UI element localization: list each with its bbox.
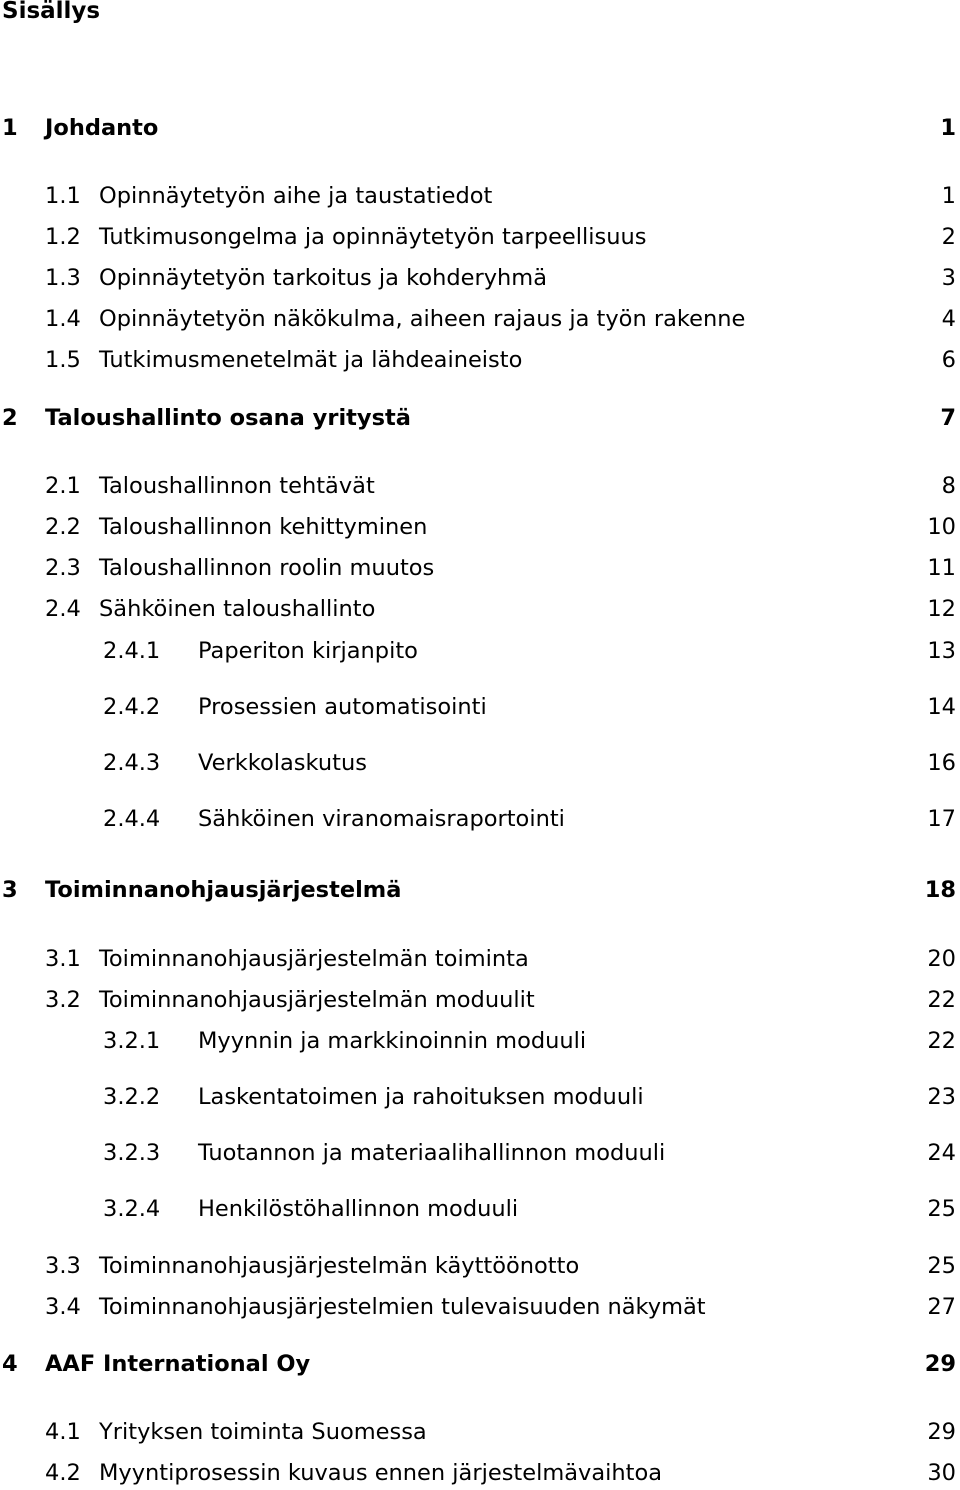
toc-entry [0,111,960,145]
toc-entry-number: 3.3 [45,1253,81,1279]
toc-entry [0,1192,960,1226]
toc-entry-page: 22 [927,1028,956,1054]
toc-entry-title: Sähköinen viranomaisraportointi [198,806,565,832]
toc-entry [0,1456,960,1490]
toc-entry [0,401,960,435]
toc-entry-number: 3.2.2 [103,1084,161,1110]
toc-entry-page: 11 [927,555,956,581]
toc-entry-title: Toiminnanohjausjärjestelmien tulevaisuuden näkymät [99,1294,706,1320]
toc-entry-page: 12 [927,596,956,622]
toc-entry [0,802,960,836]
toc-entry-number: 1.2 [45,224,81,250]
toc-entry-page: 1 [940,115,956,141]
toc-entry-number: 2.4.4 [103,806,161,832]
toc-entry-title: Tutkimusongelma ja opinnäytetyön tarpeellisuus [99,224,647,250]
toc-entry-page: 27 [927,1294,956,1320]
toc-entry-title: Paperiton kirjanpito [198,638,418,664]
toc-entry [0,873,960,907]
toc-entry-page: 3 [941,265,956,291]
toc-entry-number: 2.4.3 [103,750,161,776]
toc-entry [0,1290,960,1324]
toc-entry [0,634,960,668]
toc-entry-page: 25 [927,1196,956,1222]
toc-entry-title: Toiminnanohjausjärjestelmän käyttöönotto [99,1253,580,1279]
toc-entry-number: 2.4 [45,596,81,622]
toc-entry-page: 17 [927,806,956,832]
toc-entry-title: Opinnäytetyön aihe ja taustatiedot [99,183,493,209]
toc-entry-title: Prosessien automatisointi [198,694,487,720]
toc-entry-title: Toiminnanohjausjärjestelmän moduulit [99,987,535,1013]
toc-entry-title: AAF International Oy [45,1351,311,1377]
toc-entry-number: 3 [2,877,18,903]
toc-entry-title: Opinnäytetyön tarkoitus ja kohderyhmä [99,265,548,291]
toc-entry [0,220,960,254]
toc-entry-page: 23 [927,1084,956,1110]
toc-entry-page: 14 [927,694,956,720]
toc-entry-number: 3.2.3 [103,1140,161,1166]
toc-entry [0,551,960,585]
toc-entry [0,1080,960,1114]
toc-entry-number: 4 [2,1351,18,1377]
toc-entry-number: 3.2.1 [103,1028,161,1054]
toc-entry-page: 29 [927,1419,956,1445]
toc-entry-title: Laskentatoimen ja rahoituksen moduuli [198,1084,644,1110]
toc-entry-title: Taloushallinnon roolin muutos [99,555,435,581]
toc-entry-page: 16 [927,750,956,776]
toc-entry [0,592,960,626]
toc-entry-number: 2.2 [45,514,81,540]
toc-entry-title: Yrityksen toiminta Suomessa [99,1419,427,1445]
toc-entry [0,179,960,213]
toc-entry [0,261,960,295]
toc-entry-number: 3.4 [45,1294,81,1320]
toc-entry [0,942,960,976]
toc-entry-page: 24 [927,1140,956,1166]
toc-entry [0,1024,960,1058]
toc-entry-page: 25 [927,1253,956,1279]
toc-entry-page: 13 [927,638,956,664]
toc-entry [0,1249,960,1283]
toc-entry-number: 4.2 [45,1460,81,1486]
toc-entry [0,1415,960,1449]
toc-entry-number: 2.4.2 [103,694,161,720]
toc-entry-title: Henkilöstöhallinnon moduuli [198,1196,519,1222]
toc-entry-page: 30 [927,1460,956,1486]
toc-entry-title: Taloushallinto osana yritystä [45,405,411,431]
toc-entry-title: Taloushallinnon kehittyminen [99,514,428,540]
toc-entry-number: 2.3 [45,555,81,581]
toc-entry-number: 3.1 [45,946,81,972]
toc-entry-title: Opinnäytetyön näkökulma, aiheen rajaus ja työn rakenne [99,306,746,332]
toc-entry-number: 1 [2,115,18,141]
toc-entry-number: 3.2 [45,987,81,1013]
toc-entry [0,469,960,503]
toc-entry-number: 1.1 [45,183,81,209]
toc-entry-title: Verkkolaskutus [198,750,367,776]
toc-entry-page: 18 [924,877,956,903]
toc-entry-number: 1.5 [45,347,81,373]
toc-entry-page: 29 [924,1351,956,1377]
toc-entry-title: Tutkimusmenetelmät ja lähdeaineisto [99,347,523,373]
toc-entry-page: 7 [940,405,956,431]
toc-entry-title: Toiminnanohjausjärjestelmä [45,877,402,903]
toc-entry-number: 3.2.4 [103,1196,161,1222]
toc-entry-page: 6 [941,347,956,373]
toc-entry-page: 2 [941,224,956,250]
toc-entry-title: Myyntiprosessin kuvaus ennen järjestelmävaihtoa [99,1460,663,1486]
toc-entry [0,302,960,336]
toc-entry-number: 2.4.1 [103,638,161,664]
toc-entry [0,510,960,544]
toc-entry [0,983,960,1017]
toc-entry-page: 10 [927,514,956,540]
toc-entry-title: Toiminnanohjausjärjestelmän toiminta [99,946,529,972]
toc-entry-page: 4 [941,306,956,332]
toc-entry-number: 1.4 [45,306,81,332]
toc-entry-number: 2 [2,405,18,431]
toc-entry-page: 20 [927,946,956,972]
toc-entry [0,1136,960,1170]
toc-entry-page: 1 [941,183,956,209]
toc-entry-title: Tuotannon ja materiaalihallinnon moduuli [198,1140,666,1166]
toc-entry [0,690,960,724]
toc-entry [0,1347,960,1381]
toc-heading: Sisällys [2,0,101,24]
toc-entry-number: 1.3 [45,265,81,291]
toc-entry [0,343,960,377]
toc-entry [0,746,960,780]
toc-entry-page: 8 [941,473,956,499]
toc-entry-title: Myynnin ja markkinoinnin moduuli [198,1028,587,1054]
toc-entry-title: Taloushallinnon tehtävät [99,473,375,499]
toc-entry-title: Johdanto [45,115,159,141]
toc-entry-number: 2.1 [45,473,81,499]
toc-entry-title: Sähköinen taloushallinto [99,596,376,622]
toc-entry-page: 22 [927,987,956,1013]
toc-entry-number: 4.1 [45,1419,81,1445]
